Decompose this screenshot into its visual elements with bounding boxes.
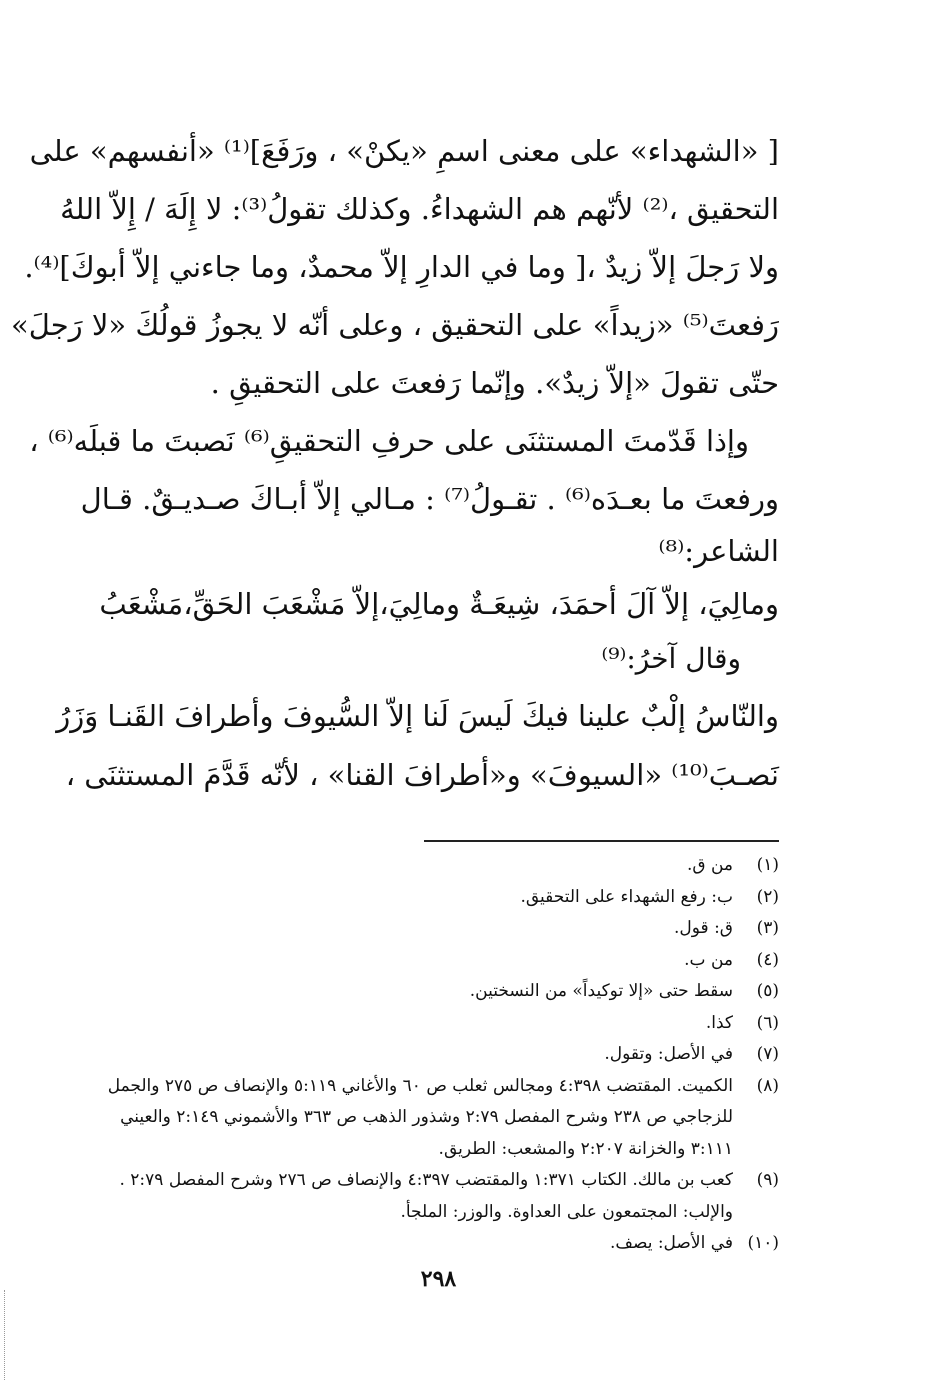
text-line: التحقيق ،⁽²⁾ لأنّهم هم الشهداءُ. وكذلك تقولُ⁽³⁾: لا إِلَهَ / إِلاّ اللهُ — [60, 192, 779, 226]
footnote — [80, 1228, 779, 1260]
footnote — [80, 913, 779, 945]
footnote-text: كذا. — [705, 1012, 733, 1033]
footnote — [80, 850, 779, 882]
verse-intro: وقال آخرُ:⁽⁹⁾ — [601, 642, 741, 675]
footnote — [80, 1165, 779, 1228]
text-line: ورفعتَ ما بعـدَه⁽⁶⁾ . تقـولُ⁽⁷⁾ : مـالي إلاّ أبـاكَ صـديـقٌ. قـال — [80, 482, 779, 516]
footnote-number: (٦) — [756, 1012, 779, 1033]
text-line: رَفعتَ⁽⁵⁾ «زيداً» على التحقيق ، وعلى أنّه لا يجوزُ قولُكَ «لا رَجلَ» — [11, 308, 779, 342]
footnote — [80, 882, 779, 914]
footnote-text: الكميت. المقتضب ٤:٣٩٨ ومجالس ثعلب ص ٦٠ والأغاني ٥:١١٩ والإنصاف ص ٢٧٥ والجمل للزجاجي ص ٢٣٨ وشرح المفصل ٢:٧٩ وشذور الذهب ص ٣٦٣ والأشموني ٢:١٤٩ والعيني ٣:١١١ والخزانة ٢:٢٠٧ والمشعب: الطريق. — [107, 1075, 733, 1159]
text-line: نَصـبَ⁽¹⁰⁾ «السيوفَ» و«أطرافَ القنا» ، لأنّه قَدَّمَ المستثنَى ، — [65, 758, 779, 792]
footnote-text: من ب. — [684, 949, 733, 970]
poem-verse: ومالِيَ، إلاّ آلَ أحمَدَ، شِيعَـةٌ ومالِيَ،إلاّ مَشْعَبَ الحَقِّ،مَشْعَبُ — [99, 587, 779, 621]
footnote-number: (٩) — [756, 1170, 779, 1190]
footnote-text: في الأصل: يصف. — [609, 1233, 733, 1253]
footnote-divider — [424, 840, 779, 842]
footnote-number: (٧) — [756, 1044, 779, 1064]
text-line: [ «الشهداء» على معنى اسمِ «يكنْ» ، ورَفَعَ]⁽¹⁾ «أنفسهم» على — [29, 134, 779, 168]
page-number: ٢٩٨ — [420, 1266, 457, 1292]
footnote-number: (٨) — [756, 1075, 779, 1096]
footnote-text: ب: رفع الشهداء على التحقيق. — [520, 886, 733, 907]
footnote-text: ق: قول. — [674, 918, 733, 938]
footnote-number: (٣) — [756, 918, 779, 938]
text-line: وإذا قَدّمتَ المستثنَى على حرفِ التحقيقِ⁽⁶⁾ نَصبتَ ما قبلَه⁽⁶⁾ ، — [29, 424, 749, 458]
text-line: حتّى تقولَ «إلاّ زيدٌ». وإنّما رَفعتَ على التحقيقِ . — [210, 366, 779, 400]
footnote — [80, 945, 779, 977]
footnote — [80, 1071, 779, 1166]
footnote-text: كعب بن مالك. الكتاب ١:٣٧١ والمقتضب ٤:٣٩٧ والإنصاف ص ٢٧٦ وشرح المفصل ٢:٧٩ . والإلب: المجتمعون على العداوة. والوزر: الملجأ. — [119, 1170, 733, 1222]
footnote — [80, 1039, 779, 1071]
footnote-number: (١٠) — [747, 1233, 779, 1253]
footnote — [80, 1008, 779, 1040]
footnote-text: في الأصل: وتقول. — [604, 1044, 733, 1064]
poem-verse: والنّاسُ إلْبٌ علينا فيكَ لَيسَ لَنا إلاّ السُّيوفَ وأطرافَ القَنـا وَزَرُ — [56, 699, 779, 733]
footnote-number: (٥) — [756, 981, 779, 1001]
text-line: ولا رَجلَ إلاّ زيدٌ ،[ وما في الدارِ إلاّ محمدٌ، وما جاءني إلاّ أبوكَ]⁽⁴⁾. — [24, 250, 779, 284]
scan-edge-mark — [4, 1290, 9, 1380]
footnote-text: من ق. — [686, 855, 733, 875]
footnote-number: (٤) — [756, 949, 779, 970]
footnotes — [80, 850, 779, 1260]
footnote-number: (٢) — [756, 886, 779, 907]
main-text — [11, 122, 779, 804]
footnote-text: سقط حتى «إلا توكيداً» من النسختين. — [469, 981, 733, 1001]
footnote — [80, 976, 779, 1008]
footnote-number: (١) — [756, 855, 779, 875]
text-line: الشاعر:⁽⁸⁾ — [658, 534, 779, 568]
